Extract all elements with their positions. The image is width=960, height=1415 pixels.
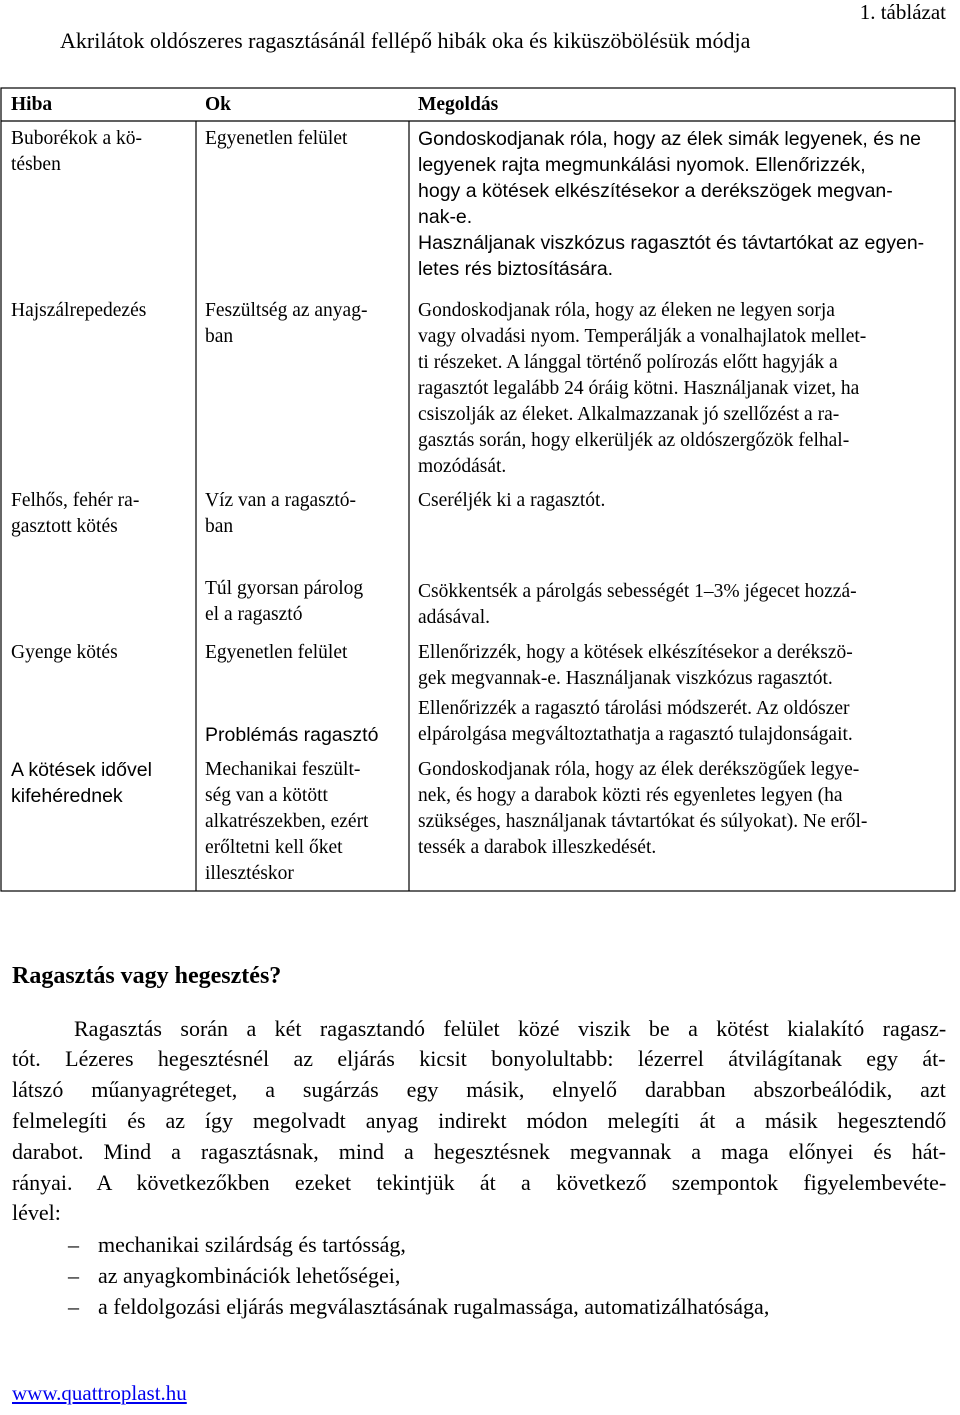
dash-bullet: –	[68, 1294, 79, 1319]
dash-bullet: –	[68, 1263, 79, 1288]
row2-hiba: Hajszálrepedezés	[11, 300, 147, 321]
paragraph-line: látszó műanyagréteget, a sugárzás egy másik, elnyelő darabban abszorbeálódik, azt	[12, 1077, 946, 1102]
row7-megoldas: Gondoskodjanak róla, hogy az élek derékszögűek legye- nek, és hogy a darabok közti rés egyenletes legyen (ha szükséges, használjanak távtartókat és súlyokat). Ne eről- tessék a darabok illeszkedését.	[418, 759, 868, 858]
paragraph-line: rányai. A következőkben ezeket tekintjük át a következő szempontok figyelembevéte-	[12, 1170, 947, 1195]
row7-ok: Mechanikai feszült- ség van a kötött alkatrészekben, ezért erőltetni kell őket illesztéskor	[205, 759, 369, 884]
row1-megoldas: Gondoskodjanak róla, hogy az élek simák legyenek, és ne legyenek rajta megmunkálási nyomok. Ellenőrizzék, hogy a kötések elkészítésekor a derékszögek megvan- nak-e. Használjanak viszkózus ragasztót és távtartókat az egyen- letes rés biztosítására.	[418, 128, 925, 280]
paragraph-line: Ragasztás során a két ragasztandó felület közé viszik be a kötést kialakító ragasz-	[74, 1016, 947, 1041]
row7-hiba: A kötések idővel kifehérednek	[11, 759, 152, 807]
paragraph-line: darabot. Mind a ragasztásnak, mind a hegesztésnek megvannak a maga előnyei és hát-	[12, 1139, 946, 1164]
list-item: – mechanikai szilárdság és tartósság,	[68, 1232, 406, 1257]
footer-website-link[interactable]: www.quattroplast.hu	[12, 1381, 187, 1405]
header-megoldas: Megoldás	[418, 94, 499, 115]
row6-ok: Problémás ragasztó	[205, 724, 379, 746]
paragraph-line: lével:	[12, 1200, 61, 1225]
list-item: – az anyagkombinációk lehetőségei,	[68, 1263, 401, 1288]
row1-hiba: Buborékok a kö- tésben	[11, 128, 143, 175]
row5-megoldas: Ellenőrizzék, hogy a kötések elkészítésekor a derékszö- gek megvannak-e. Használjanak viszkózus ragasztót.	[418, 642, 853, 689]
row6-megoldas: Ellenőrizzék a ragasztó tárolási módszerét. Az oldószer elpárolgása megváltoztathatja a ragasztó tulajdonságait.	[418, 698, 853, 745]
row2-ok: Feszültség az anyag- ban	[205, 300, 368, 347]
header-ok: Ok	[205, 94, 232, 115]
row3-hiba: Felhős, fehér ra- gasztott kötés	[11, 490, 140, 537]
list-item: – a feldolgozási eljárás megválasztásának rugalmassága, automatizálhatósága,	[68, 1294, 770, 1319]
table-title: Akrilátok oldószeres ragasztásánál fellépő hibák oka és kiküszöbölésük módja	[60, 28, 751, 53]
row5-hiba: Gyenge kötés	[11, 642, 118, 663]
row1-ok: Egyenetlen felület	[205, 128, 348, 149]
paragraph-line: felmelegíti és az így megolvadt anyag indirekt módon melegíti át a másik hegesztendő	[12, 1108, 947, 1133]
row4-ok: Túl gyorsan párolog el a ragasztó	[205, 578, 364, 625]
dash-bullet: –	[68, 1232, 79, 1257]
section-heading: Ragasztás vagy hegesztés?	[12, 963, 282, 989]
row3-ok: Víz van a ragasztó- ban	[205, 490, 357, 537]
paragraph-line: tót. Lézeres hegesztésnél az eljárás kicsit bonyolultabb: lézerrel átvilágítanak egy át-	[12, 1046, 946, 1071]
row2-megoldas: Gondoskodjanak róla, hogy az éleken ne legyen sorja vagy olvadási nyom. Temperálják a vonalhajlatok mellet- ti részeket. A lánggal történő polírozás előtt hagyják a ragasztót legalább 24 óráig kötni. Használjanak vizet, ha csiszolják az éleket. Alkalmazzanak jó szellőzést a ra- gasztás során, hogy elkerüljék az oldószergőzök felhal- mozódását.	[418, 300, 867, 477]
row5-ok: Egyenetlen felület	[205, 642, 348, 663]
row3-megoldas: Cseréljék ki a ragasztót.	[418, 490, 606, 511]
header-hiba: Hiba	[11, 94, 53, 115]
table-label: 1. táblázat	[859, 0, 946, 24]
row4-megoldas: Csökkentsék a párolgás sebességét 1–3% jégecet hozzá- adásával.	[418, 581, 857, 628]
